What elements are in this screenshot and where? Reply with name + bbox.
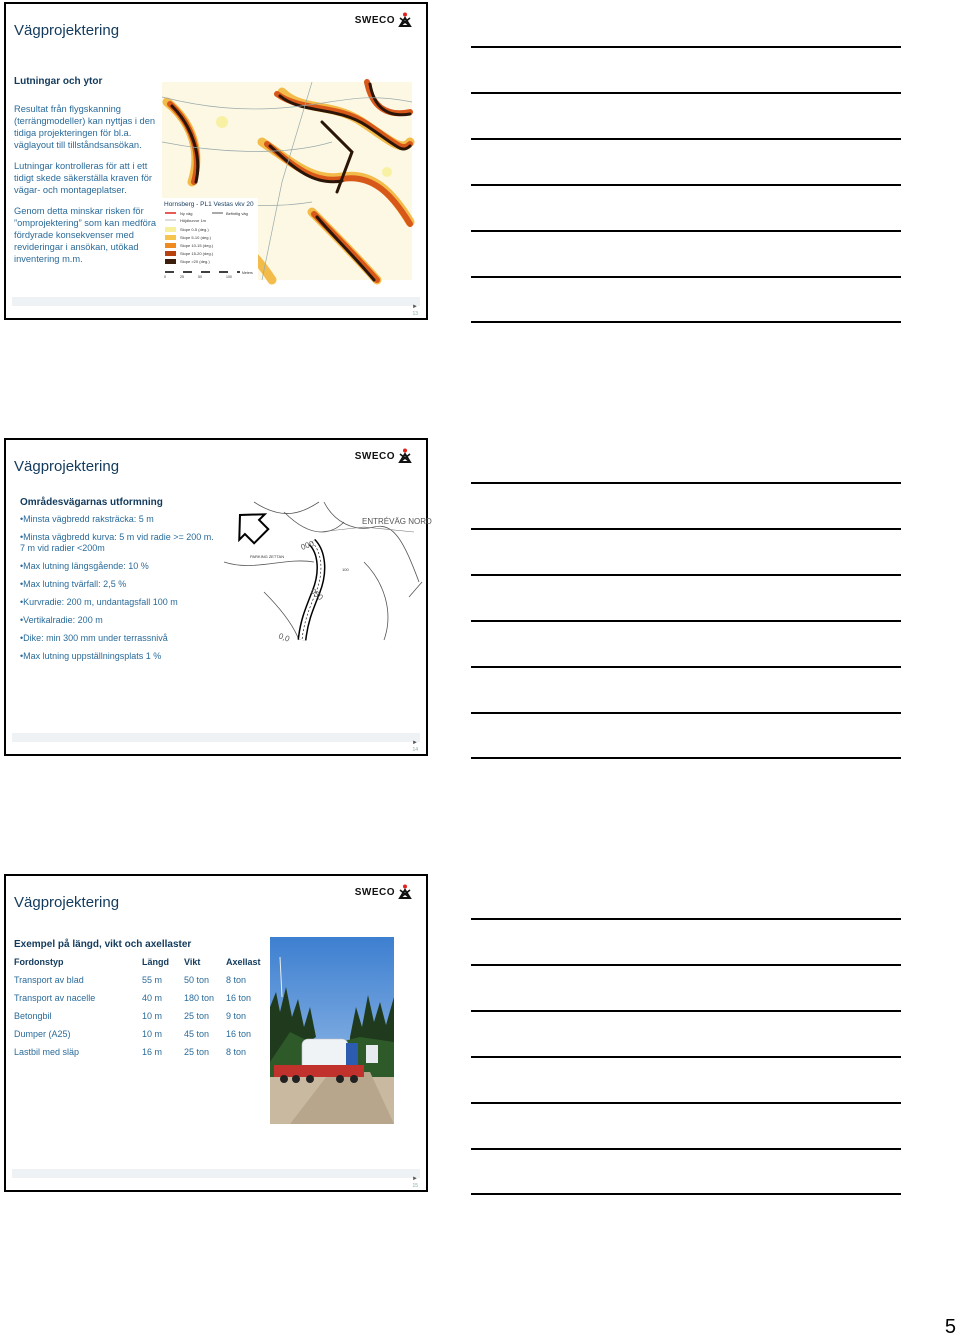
- slide-2: [4, 438, 432, 756]
- paragraph: Resultat från flygskanning (terrängmodeller) kan nyttjas i den tidiga projekteringen för bl.a. väglayout till tillståndsansökan.: [14, 104, 156, 150]
- table-header: Längd: [142, 956, 169, 967]
- paragraph: Genom detta minskar risken för ”omprojektering” som kan medföra fördyrade konsekvenser med revideringar i ansökan, utökad inventering m.m.: [14, 206, 157, 264]
- legend-label: Slope 15-20 (deg.): [180, 251, 214, 256]
- table-header-row: [14, 956, 267, 974]
- logo-wordmark: SWECO: [354, 886, 395, 898]
- legend-swatch: [165, 227, 176, 232]
- bullet-item: •Dike: min 300 mm under terrassnivå: [20, 633, 168, 643]
- bullet-item: •Minsta vägbredd kurva: 5 m vid radie >= 200 m. 7 m vid radier <200m: [20, 532, 214, 553]
- table-header: Axellast: [226, 956, 261, 967]
- table-row: [14, 1046, 267, 1064]
- table-cell: 16 m: [142, 1046, 163, 1057]
- page-number: 5: [944, 1316, 956, 1338]
- legend-swatch: [165, 243, 176, 248]
- sweco-logo: [355, 448, 412, 464]
- legend-label: Slope 5-10 (deg.): [180, 235, 211, 240]
- table-cell: 40 m: [142, 992, 163, 1003]
- logo-wordmark: SWECO: [354, 450, 395, 462]
- table-cell: Lastbil med släp: [14, 1046, 80, 1057]
- legend-title: Hornsberg - PL1 Vestas vkv 20: [164, 201, 254, 208]
- paragraph: Lutningar kontrolleras för att i ett tidigt skede säkerställa kraven för vägar- och montageplatser.: [14, 161, 152, 195]
- station-label: 0,0: [277, 631, 291, 644]
- parking-label: PARKING ZETTAN: [250, 554, 285, 559]
- table-cell: 180 ton: [184, 992, 215, 1003]
- road-drawing: [224, 502, 432, 644]
- sweco-logo: [355, 884, 412, 900]
- table-cell: 45 ton: [184, 1028, 210, 1039]
- table-header: Vikt: [184, 956, 201, 967]
- table-cell: 50 ton: [184, 974, 210, 985]
- slide-subtitle: Lutningar och ytor: [14, 76, 103, 87]
- legend-label: Slope 0-5 (deg.): [180, 227, 209, 232]
- table-header: Fordonstyp: [14, 956, 64, 967]
- scale-label: 0: [164, 275, 166, 279]
- transport-photo: [270, 937, 394, 1124]
- station-label: 000: [299, 538, 316, 552]
- slide-number: 14: [412, 747, 418, 753]
- slide-title: Vägprojektering: [14, 458, 120, 475]
- table-cell: Transport av blad: [14, 974, 84, 985]
- legend-swatch: [165, 235, 176, 240]
- road-label: ENTRÉVÄG NORD: [362, 517, 432, 526]
- logo-mark-icon: [398, 448, 412, 464]
- slide-subtitle: Områdesvägarnas utformning: [20, 497, 163, 508]
- logo-mark-icon: [398, 884, 412, 900]
- table-cell: 55 m: [142, 974, 163, 985]
- bullet-item: •Max lutning längsgående: 10 %: [20, 561, 149, 571]
- scale-label: 100: [226, 275, 232, 279]
- legend-label: Befintlig väg: [226, 211, 248, 216]
- legend-swatch: [165, 259, 176, 264]
- logo-mark-icon: [398, 12, 412, 28]
- table-cell: 9 ton: [226, 1010, 247, 1021]
- slide-title: Vägprojektering: [14, 894, 120, 911]
- station-label: 050: [308, 586, 325, 603]
- table-cell: 10 m: [142, 1028, 163, 1039]
- next-arrow-icon: ►: [412, 304, 418, 310]
- slope-map: [162, 82, 412, 280]
- table-cell: Transport av nacelle: [14, 992, 96, 1003]
- table-row: [14, 992, 267, 1010]
- bullet-item: •Max lutning uppställningsplats 1 %: [20, 651, 162, 661]
- bullet-item: •Kurvradie: 200 m, undantagsfall 100 m: [20, 597, 178, 607]
- slide-1: [4, 2, 428, 320]
- table-row: [14, 974, 267, 992]
- footer-bar: [12, 1169, 420, 1178]
- footer-bar: [12, 297, 420, 306]
- scale-label: 25: [180, 275, 184, 279]
- table-cell: 25 ton: [184, 1010, 210, 1021]
- scale-unit: Meters: [242, 271, 253, 275]
- table-row: [14, 1028, 267, 1046]
- table-cell: 16 ton: [226, 992, 252, 1003]
- next-arrow-icon: ►: [412, 740, 418, 746]
- scale-label: 50: [198, 275, 202, 279]
- table-row: [14, 1010, 267, 1028]
- slide-3: [4, 874, 428, 1192]
- legend-label: Ny väg: [180, 211, 193, 216]
- logo-wordmark: SWECO: [354, 14, 395, 26]
- table-cell: 25 ton: [184, 1046, 210, 1057]
- slide-body: [14, 103, 158, 274]
- vehicle-table: [14, 956, 267, 1064]
- bullet-item: •Vertikalradie: 200 m: [20, 615, 103, 625]
- table-cell: 16 ton: [226, 1028, 252, 1039]
- table-cell: 8 ton: [226, 974, 247, 985]
- slide-subtitle: Exempel på längd, vikt och axellaster: [14, 939, 192, 950]
- bullet-item: •Max lutning tvärfall: 2,5 %: [20, 579, 127, 589]
- legend-label: Slope 10-15 (deg.): [180, 243, 214, 248]
- bullet-list: [20, 514, 220, 669]
- next-arrow-icon: ►: [412, 1176, 418, 1182]
- slide-number: 15: [412, 1183, 418, 1189]
- table-cell: 10 m: [142, 1010, 163, 1021]
- table-cell: 8 ton: [226, 1046, 247, 1057]
- bullet-item: •Minsta vägbredd raksträcka: 5 m: [20, 514, 154, 524]
- legend-swatch: [165, 251, 176, 256]
- table-cell: Dumper (A25): [14, 1028, 71, 1039]
- legend-label: Höjdkurvor 1m: [180, 218, 207, 223]
- footer-bar: [12, 733, 420, 742]
- sweco-logo: [355, 12, 412, 28]
- slide-title: Vägprojektering: [14, 22, 120, 39]
- station-label: 100: [342, 567, 349, 572]
- table-cell: Betongbil: [14, 1010, 52, 1021]
- legend-label: Slope >20 (deg.): [180, 259, 210, 264]
- slide-number: 13: [412, 311, 418, 317]
